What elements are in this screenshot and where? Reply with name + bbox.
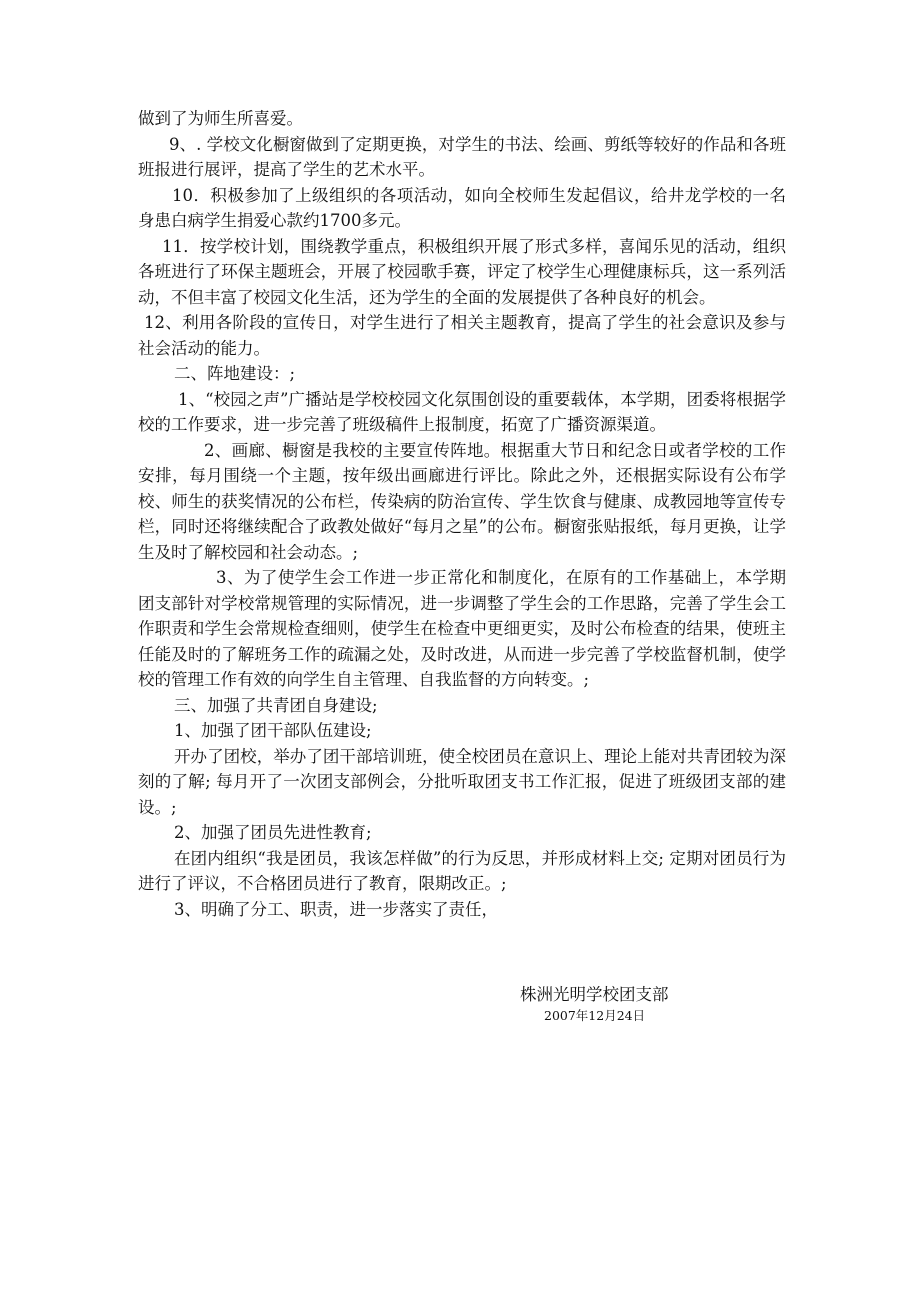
signature-organization: 株洲光明学校团支部 — [520, 985, 669, 1004]
signature-date: 2007年12月24日 — [544, 1008, 646, 1023]
section-3-item-1-body: 开办了团校，举办了团干部培训班，使全校团员在意识上、理论上能对共青团较为深刻的了解; 每月开了一次团支部例会，分批听取团支书工作汇报，促进了班级团支部的建设。; — [138, 746, 786, 817]
section-heading-3: 三、加强了共青团自身建设; — [174, 695, 378, 715]
section-heading-2: 二、阵地建设：; — [174, 364, 296, 383]
section-2-item-2: 2、画廊、橱窗是我校的主要宣传阵地。根据重大节日和纪念日或者学校的工作安排，每月围绕一个主题，按年级出画廊进行评比。除此之外，还根据实际设有公布学校、师生的获奖情况的公布栏，传染病的防治宣传、学生饮食与健康、成教园地等宣传专栏，同时还将继续配合了政教处做好“每月之星”的公布。橱窗张贴报纸，每月更换，让学生及时了解校园和社会动态。; — [138, 440, 786, 562]
section-3-item-2: 2、加强了团员先进性教育; — [174, 823, 372, 842]
document-body — [138, 106, 786, 922]
section-3-item-3: 3、明确了分工、职责，进一步落实了责任， — [174, 899, 498, 919]
paragraph-item-9: 9、. 学校文化橱窗做到了定期更换，对学生的书法、绘画、剪纸等较好的作品和各班班报进行展评，提高了学生的艺术水平。 — [138, 134, 786, 179]
paragraph-continuation: 做到了为师生所喜爱。 — [138, 109, 303, 128]
section-2-item-3: 3、为了使学生会工作进一步正常化和制度化，在原有的工作基础上，本学期团支部针对学校常规管理的实际情况，进一步调整了学生会的工作思路，完善了学生会工作职责和学生会常规检查细则，使学生在检查中更细更实，及时公布检查的结果，使班主任能及时的了解班务工作的疏漏之处，及时改进，从而进一步完善了学校监督机制，使学校的管理工作有效的向学生自主管理、自我监督的方向转变。; — [138, 568, 786, 689]
paragraph-item-10: 10．积极参加了上级组织的各项活动，如向全校师生发起倡议，给井龙学校的一名身患白病学生捐爱心款约1700多元。 — [138, 185, 786, 230]
paragraph-item-12: 12、利用各阶段的宣传日，对学生进行了相关主题教育，提高了学生的社会意识及参与社会活动的能力。 — [138, 313, 786, 358]
paragraph-item-11: 11．按学校计划，围绕教学重点，积极组织开展了形式多样，喜闻乐见的活动，组织各班进行了环保主题班会，开展了校园歌手赛，评定了校学生心理健康标兵，这一系列活动，不但丰富了校园文化生活，还为学生的全面的发展提供了各种良好的机会。 — [138, 236, 786, 307]
section-3-item-2-body: 在团内组织“我是团员，我该怎样做”的行为反思，并形成材料上交; 定期对团员行为进行了评议，不合格团员进行了教育，限期改正。; — [138, 848, 786, 893]
section-3-item-1: 1、加强了团干部队伍建设; — [174, 721, 372, 740]
section-2-item-1: 1、“校园之声”广播站是学校校园文化氛围创设的重要载体，本学期，团委将根据学校的工作要求，进一步完善了班级稿件上报制度，拓宽了广播资源渠道。 — [138, 389, 786, 434]
